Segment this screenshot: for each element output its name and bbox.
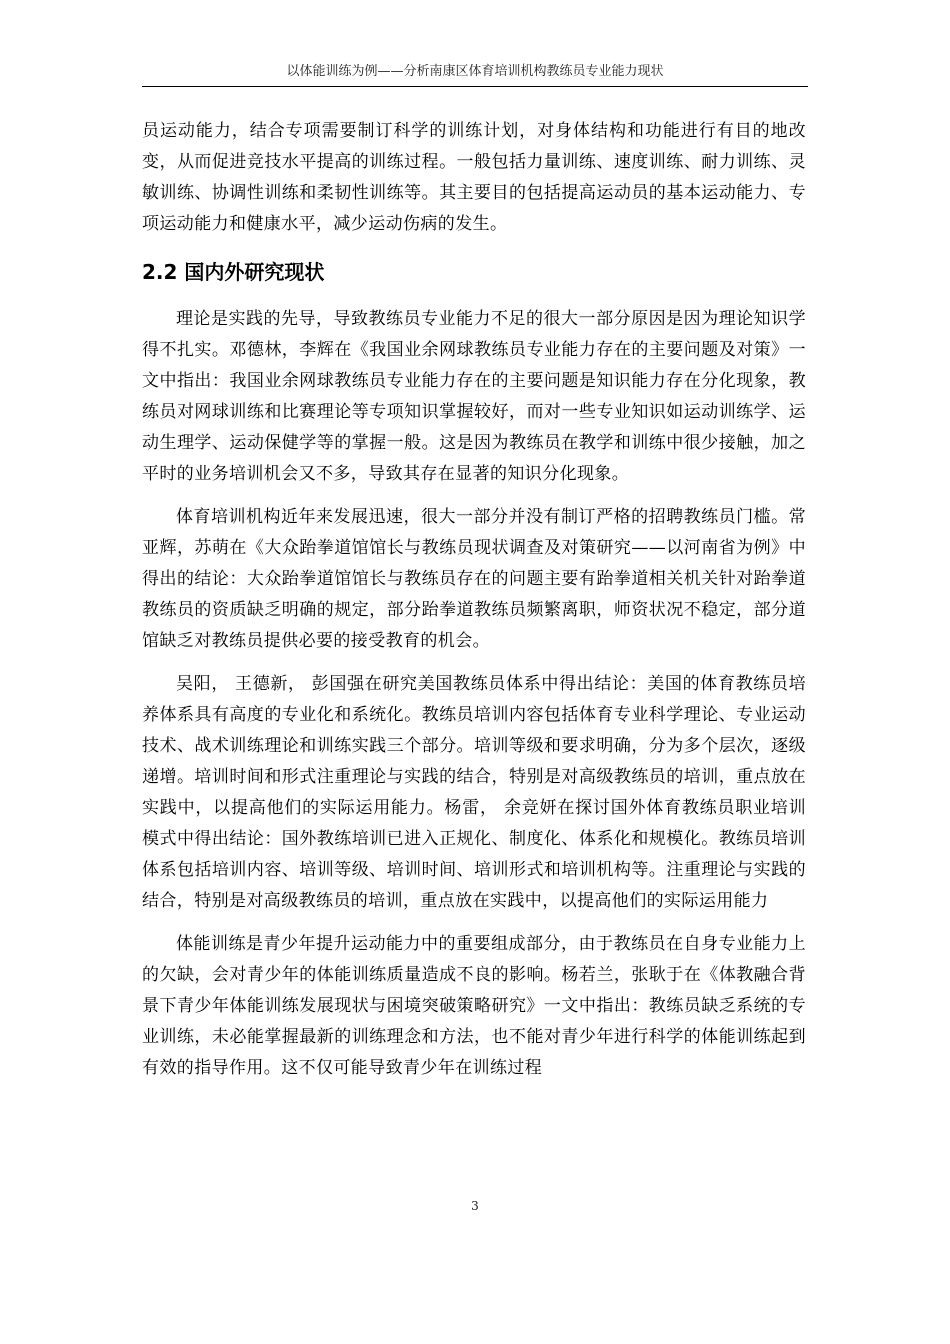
paragraph: 吴阳， 王德新， 彭国强在研究美国教练员体系中得出结论：美国的体育教练员培养体系具有高度的专业化和系统化。教练员培训内容包括体育专业科学理论、专业运动技术、战术训练理论和训练实践三个部分。培训等级和要求明确，分为多个层次，逐级递增。培训时间和形式注重理论与实践的结合，特别是对高级教练员的培训，重点放在实践中，以提高他们的实际运用能力。杨雷， 余竞妍在探讨国外体育教练员职业培训模式中得出结论：国外教练培训已进入正规化、制度化、体系化和规模化。教练员培训体系包括培训内容、培训等级、培训时间、培训形式和培训机构等。注重理论与实践的结合，特别是对高级教练员的培训，重点放在实践中，以提高他们的实际运用能力	[142, 674, 806, 911]
paragraph-gap	[142, 657, 806, 669]
paragraph-gap	[142, 490, 806, 502]
page-number: 3	[471, 1199, 479, 1213]
header-rule	[142, 86, 808, 87]
paragraph-gap	[142, 917, 806, 929]
paragraph: 体能训练是青少年提升运动能力中的重要组成部分，由于教练员在自身专业能力上的欠缺，会对青少年的体能训练质量造成不良的影响。杨若兰，张耿于在《体教融合背景下青少年体能训练发展现状与困境突破策略研究》一文中指出：教练员缺乏系统的专业训练，未必能掌握最新的训练理念和方法，也不能对青少年进行科学的体能训练起到有效的指导作用。这不仅可能导致青少年在训练过程	[142, 934, 806, 1078]
paragraph: 理论是实践的先导，导致教练员专业能力不足的很大一部分原因是因为理论知识学得不扎实。邓德林，李辉在《我国业余网球教练员专业能力存在的主要问题及对策》一文中指出：我国业余网球教练员专业能力存在的主要问题是知识能力存在分化现象，教练员对网球训练和比赛理论等专项知识掌握较好，而对一些专业知识如运动训练学、运动生理学、运动保健学等的掌握一般。这是因为教练员在教学和训练中很少接触，加之平时的业务培训机会又不多，导致其存在显著的知识分化现象。	[142, 309, 806, 484]
page-body	[142, 116, 806, 1084]
paragraph-continued: 员运动能力，结合专项需要制订科学的训练计划，对身体结构和功能进行有目的地改变，从而促进竞技水平提高的训练过程。一般包括力量训练、速度训练、耐力训练、灵敏训练、协调性训练和柔韧性训练等。其主要目的包括提高运动员的基本运动能力、专项运动能力和健康水平，减少运动伤病的发生。	[142, 121, 806, 234]
section-heading: 2.2 国内外研究现状	[142, 260, 325, 284]
paragraph: 体育培训机构近年来发展迅速，很大一部分并没有制订严格的招聘教练员门槛。常亚辉，苏萌在《大众跆拳道馆馆长与教练员现状调查及对策研究——以河南省为例》中得出的结论：大众跆拳道馆馆长与教练员存在的问题主要有跆拳道相关机关针对跆拳道教练员的资质缺乏明确的规定，部分跆拳道教练员频繁离职，师资状况不稳定，部分道馆缺乏对教练员提供必要的接受教育的机会。	[142, 507, 806, 651]
running-header: 以体能训练为例——分析南康区体育培训机构教练员专业能力现状	[286, 64, 664, 79]
